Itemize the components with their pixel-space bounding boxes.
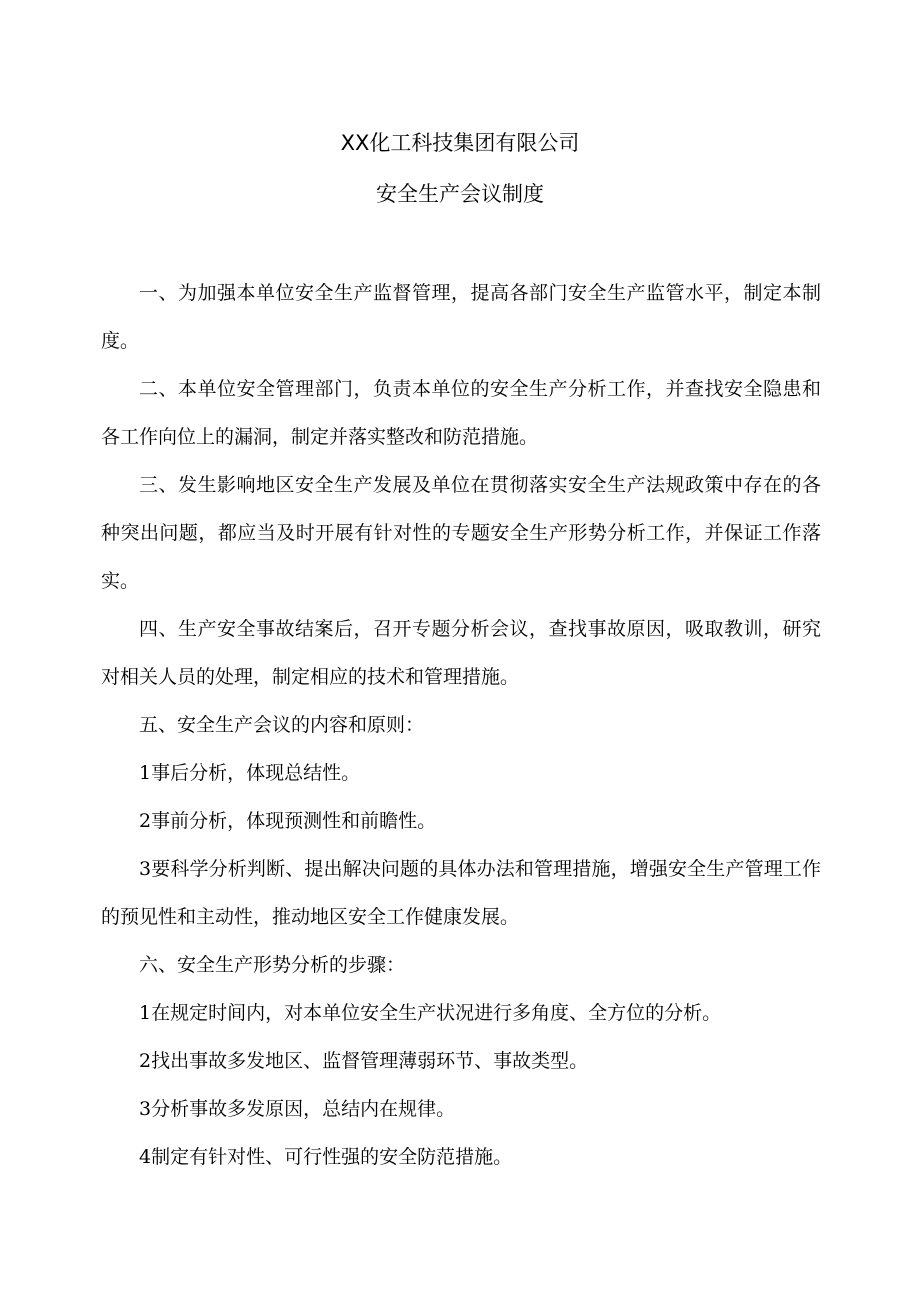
document-title: 安全生产会议制度 xyxy=(376,182,544,206)
paragraph-4: 四、生产安全事故结案后，召开专题分析会议，查找事故原因，吸取教训，研究对相关人员的处理，制定相应的技术和管理措施。 xyxy=(101,618,821,688)
paragraph-5-item-1: 1事后分析，体现总结性。 xyxy=(139,762,361,784)
paragraph-5-item-3: 3要科学分析判断、提出解决问题的具体办法和管理措施，增强安全生产管理工作的预见性和主动性，推动地区安全工作健康发展。 xyxy=(101,858,821,928)
paragraph-5-heading: 五、安全生产会议的内容和原则： xyxy=(139,714,425,736)
paragraph-6-item-4: 4制定有针对性、可行性强的安全防范措施。 xyxy=(139,1146,513,1168)
paragraph-1: 一、为加强本单位安全生产监督管理，提高各部门安全生产监管水平，制定本制度。 xyxy=(101,282,821,352)
paragraph-3: 三、发生影响地区安全生产发展及单位在贯彻落实安全生产法规政策中存在的各种突出问题，都应当及时开展有针对性的专题安全生产形势分析工作，并保证工作落实。 xyxy=(101,474,821,592)
paragraph-5-item-2: 2事前分析，体现预测性和前瞻性。 xyxy=(139,810,437,832)
company-title: XX化工科技集团有限公司 xyxy=(340,131,580,155)
paragraph-2: 二、本单位安全管理部门，负责本单位的安全生产分析工作，并查找安全隐患和各工作向位上的漏洞，制定并落实整改和防范措施。 xyxy=(101,378,821,448)
paragraph-6-item-2: 2找出事故多发地区、监督管理薄弱环节、事故类型。 xyxy=(139,1050,589,1072)
paragraph-6-item-1: 1在规定时间内，对本单位安全生产状况进行多角度、全方位的分析。 xyxy=(139,1002,722,1024)
paragraph-6-heading: 六、安全生产形势分析的步骤： xyxy=(139,954,406,976)
document-body xyxy=(101,269,821,1181)
paragraph-6-item-3: 3分析事故多发原因，总结内在规律。 xyxy=(139,1098,456,1120)
